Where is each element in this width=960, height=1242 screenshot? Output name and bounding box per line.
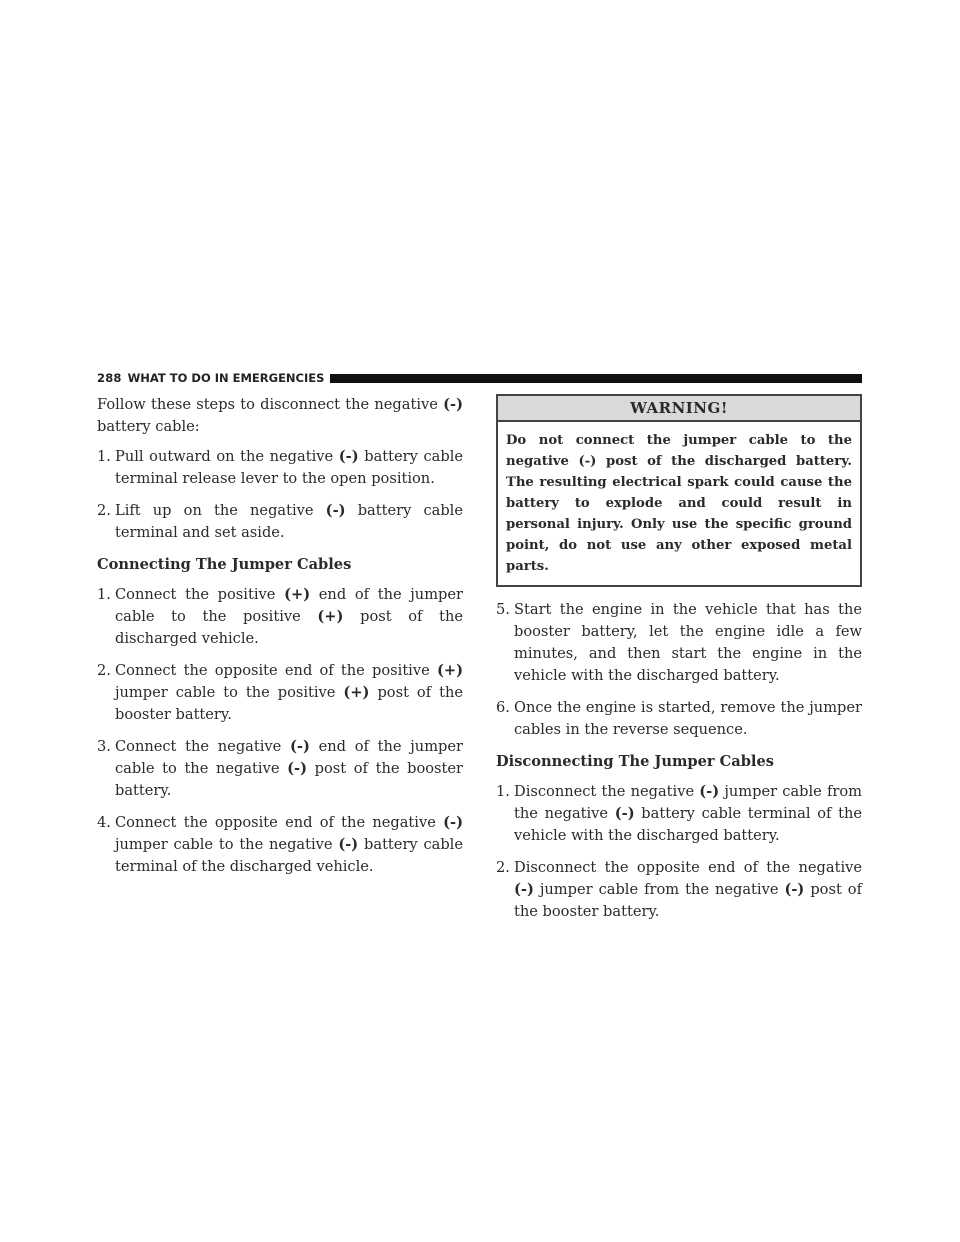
list-item: 1. Connect the positive (+) end of the jumper cable to the positive (+) post of the discharged vehicle. [97,586,463,647]
connecting-heading: Connecting The Jumper Cables [97,556,352,573]
list-item: 1. Pull outward on the negative (-) battery cable terminal release lever to the open position. [97,448,463,487]
page-number: 288 [97,371,122,385]
disconnecting-heading: Disconnecting The Jumper Cables [496,753,774,770]
page-header [97,370,862,386]
warning-title: WARNING! [498,396,860,422]
left-column [97,394,463,888]
warning-box [496,394,862,587]
list-item: 1. Disconnect the negative (-) jumper cable from the negative (-) battery cable terminal of the vehicle with the discharged battery. [496,783,862,844]
list-item: 6. Once the engine is started, remove the jumper cables in the reverse sequence. [496,699,862,738]
list-item: 2. Disconnect the opposite end of the negative (-) jumper cable from the negative (-) post of the booster battery. [496,859,862,920]
list-item: 2. Lift up on the negative (-) battery cable terminal and set aside. [97,502,463,541]
right-column [496,394,862,933]
list-item: 3. Connect the negative (-) end of the jumper cable to the negative (-) post of the booster battery. [97,738,463,799]
section-title: WHAT TO DO IN EMERGENCIES [127,371,325,385]
list-item: 4. Connect the opposite end of the negative (-) jumper cable to the negative (-) battery cable terminal of the discharged vehicle. [97,814,463,875]
intro-paragraph: Follow these steps to disconnect the negative (-) battery cable: [97,396,463,435]
list-item: 2. Connect the opposite end of the positive (+) jumper cable to the positive (+) post of the booster battery. [97,662,463,723]
header-rule [330,374,862,383]
list-item: 5. Start the engine in the vehicle that has the booster battery, let the engine idle a few minutes, and then start the engine in the vehicle with the discharged battery. [496,601,862,684]
warning-text: Do not connect the jumper cable to the negative (-) post of the discharged battery. The resulting electrical spark could cause the battery to explode and could result in personal injury. Only use the specific ground point, do not use any other exposed metal parts. [506,433,852,574]
